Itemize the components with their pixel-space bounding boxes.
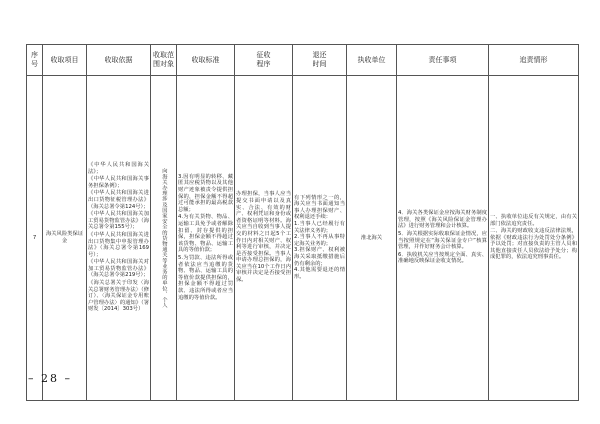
header-responsibility: 责任事项: [397, 45, 489, 76]
standard-line: 4.为有关货物、物品、运输工具免予或者解除扣留、封存提供的担保，担保金额不得超过该货物、物品、运输工具的等值价款；: [178, 214, 233, 254]
cell-target: [151, 76, 177, 401]
cell-responsibility: [397, 76, 489, 401]
cell-seq: 7: [27, 76, 43, 401]
return-time-text: 有下列情形之一的，海关应当书面通知当事人办理担保财产、权利退还手续： 1.当事人已经履行有关法律义务的； 2.当事人不再从事特定海关业务的； 3.担保财产、权利被海关采取抵缴措施后仍有剩余的； 4.其他需要退还的情形。: [294, 194, 345, 280]
basis-line: 《中华人民共和国海关法》；: [88, 161, 149, 175]
fee-table: [26, 44, 579, 401]
standard-line: 3.因有明显的转移、藏匿其应税货物以及其他财产迹象被责令提供担保的，担保金额不得超过可能承担的最高税款总额；: [178, 173, 233, 213]
basis-line: 《中华人民共和国海关进出口货物征税管理办法》（海关总署令第124号）；: [88, 190, 149, 210]
table-row: [27, 76, 579, 401]
accountability-line: 二、海关的财政收支违反法律法规，依据《财政违法行为处罚处分条例》予以处罚；对直接负责的主管人员和其他直接责任人员依法给予处分；构成犯罪的，依法追究刑事责任。: [490, 228, 577, 261]
accountability-line: 一、执收单位违反有关规定，由有关部门依法追究责任。: [490, 213, 577, 227]
header-standard: 收取标准: [177, 45, 235, 76]
cell-standard: [177, 76, 235, 401]
basis-line: 《中华人民共和国海关对加工贸易货物监管办法》（海关总署令第219号）；: [88, 259, 149, 279]
responsibility-line: 4．海关各类保证金应按海关财务制度管理，按照《海关风险保证金管理办法》进行财务管理和会计核算。: [398, 210, 487, 230]
basis-line: 《中华人民共和国海关加工贸易货物监管办法》（海关总署令第155号）；: [88, 211, 149, 231]
cell-procedure: [235, 76, 293, 401]
responsibility-line: 6．执收机关应当按规定全面、真实、准确地反映保证金收支情况。: [398, 251, 487, 265]
basis-line: 《中华人民共和国海关事务担保条例》；: [88, 176, 149, 189]
header-agency: 执收单位: [347, 45, 397, 76]
standard-line: 5.为罚款、违法所得或者依法应当追缴的货物、物品、运输工具的等值价款提供担保的，担保金额不得超过罚款、违法所得或者应当追缴的等值价款。: [178, 254, 233, 301]
header-target: 收取范 围对象: [151, 45, 177, 76]
responsibility-line: 5．海关根据实际收取保证金情况，应当按照规定在“海关保证金专户”核算管理，并作好财务会计核算。: [398, 230, 487, 251]
cell-basis: [87, 76, 151, 401]
page-number: – 28 –: [28, 372, 72, 385]
cell-accountability: [489, 76, 579, 401]
header-item: 收取项目: [43, 45, 87, 76]
cell-return-time: [293, 76, 347, 401]
header-procedure: 征收 程序: [235, 45, 293, 76]
procedure-text: 办理担保，当事人应当提交书面申请以及真实、合法、有效的财产、权利凭证和身份或者资格证明等材料。海关应当自收到当事人提交的材料之日起5个工作日内对相关财产、权利等进行审核，并决定是否接受担保。当事人申请办理总担保的，海关应当在10个工作日内审核并决定是否接受担保。: [236, 191, 291, 284]
basis-line: 《海关总署关于印发〈海关总署财务管理办法〉（修订）、〈海关保证金专用账户管理办法〉的通知》（署财发〔2014〕303号）: [88, 280, 149, 313]
header-accountability: 追责情形: [489, 45, 579, 76]
target-text: 向海关办理涉及国家安全的货物通关等业务的单位、个人: [160, 168, 167, 308]
header-seq: 序 号: [27, 45, 43, 76]
header-return-time: 退还 时间: [293, 45, 347, 76]
header-basis: 收取依据: [87, 45, 151, 76]
cell-agency: 淮北海关: [347, 76, 397, 401]
cell-item: 海关风险类保证金: [43, 76, 87, 401]
basis-line: 《中华人民共和国海关进出口货物集中申报管理办法》（海关总署令第169号）；: [88, 231, 149, 258]
header-row: [27, 45, 579, 76]
